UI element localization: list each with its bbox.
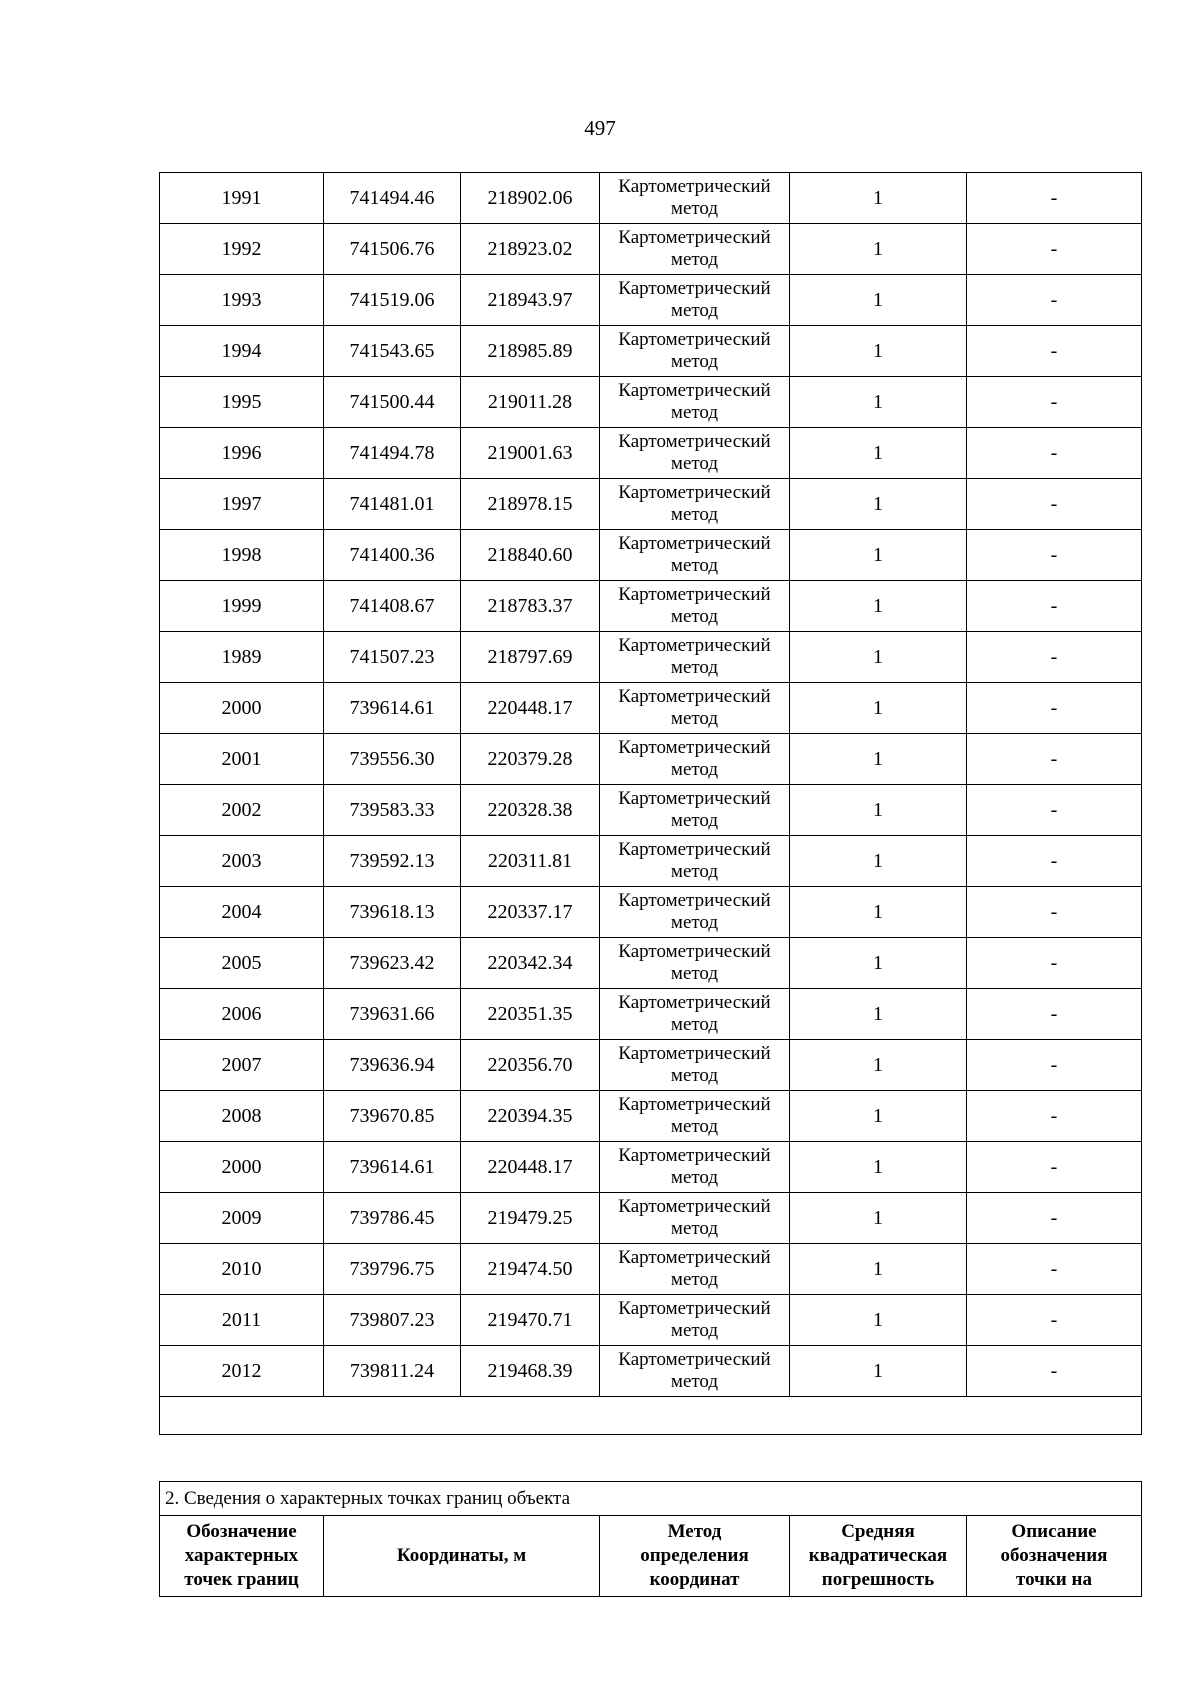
description-cell: - [967,734,1142,785]
description-cell: - [967,1295,1142,1346]
point-cell: 2010 [160,1244,324,1295]
point-cell: 1994 [160,326,324,377]
x-coordinate-cell: 741543.65 [324,326,461,377]
description-cell: - [967,377,1142,428]
method-line: метод [670,912,719,933]
y-coordinate-cell: 218840.60 [461,530,600,581]
error-cell: 1 [790,938,967,989]
method-line: Картометрический [618,380,771,401]
y-coordinate-cell: 218902.06 [461,173,600,224]
x-coordinate-cell: 739614.61 [324,1142,461,1193]
y-coordinate-cell: 218797.69 [461,632,600,683]
method-cell [600,581,790,632]
section2-table [159,1481,1142,1597]
table-row [160,224,1142,275]
error-cell: 1 [790,1040,967,1091]
table-row [160,785,1142,836]
error-cell: 1 [790,1193,967,1244]
empty-row [160,1397,1142,1435]
error-cell: 1 [790,224,967,275]
y-coordinate-cell: 220356.70 [461,1040,600,1091]
method-line: Картометрический [618,737,771,758]
method-cell [600,1091,790,1142]
y-coordinate-cell: 220351.35 [461,989,600,1040]
point-cell: 1993 [160,275,324,326]
table-row [160,581,1142,632]
coordinates-table-body [160,173,1142,1435]
method-line: метод [670,606,719,627]
header-description-line: Описание [1011,1521,1097,1542]
point-cell: 2012 [160,1346,324,1397]
header-error-line: погрешность [821,1569,935,1590]
section2-header-row [160,1516,1142,1597]
description-cell: - [967,1091,1142,1142]
method-line: Картометрический [618,329,771,350]
method-line: Картометрический [618,227,771,248]
description-cell: - [967,1193,1142,1244]
header-error-line: Средняя [841,1521,915,1542]
point-cell: 2002 [160,785,324,836]
error-cell: 1 [790,581,967,632]
error-cell: 1 [790,683,967,734]
table-row [160,1091,1142,1142]
description-cell: - [967,632,1142,683]
description-cell: - [967,275,1142,326]
point-cell: 2011 [160,1295,324,1346]
method-line: Картометрический [618,941,771,962]
table-row [160,836,1142,887]
header-method-line: Метод [667,1521,722,1542]
method-cell [600,1295,790,1346]
method-line: Картометрический [618,431,771,452]
y-coordinate-cell: 219468.39 [461,1346,600,1397]
method-line: Картометрический [618,1298,771,1319]
header-description-line: точки на [1016,1569,1092,1590]
method-cell [600,989,790,1040]
table-row [160,938,1142,989]
y-coordinate-cell: 220342.34 [461,938,600,989]
description-cell: - [967,581,1142,632]
method-cell [600,632,790,683]
method-line: метод [670,963,719,984]
y-coordinate-cell: 220394.35 [461,1091,600,1142]
x-coordinate-cell: 741481.01 [324,479,461,530]
y-coordinate-cell: 219470.71 [461,1295,600,1346]
error-cell: 1 [790,377,967,428]
description-cell: - [967,1040,1142,1091]
point-cell: 2009 [160,1193,324,1244]
point-cell: 2000 [160,1142,324,1193]
method-line: метод [670,300,719,321]
method-cell [600,1142,790,1193]
y-coordinate-cell: 218985.89 [461,326,600,377]
method-line: метод [670,810,719,831]
point-cell: 1991 [160,173,324,224]
method-line: метод [670,1116,719,1137]
method-cell [600,887,790,938]
header-error-line: квадратическая [808,1545,948,1566]
x-coordinate-cell: 739670.85 [324,1091,461,1142]
method-cell [600,377,790,428]
method-line: Картометрический [618,533,771,554]
method-cell [600,836,790,887]
method-line: Картометрический [618,1196,771,1217]
method-line: метод [670,1167,719,1188]
method-line: Картометрический [618,1247,771,1268]
error-cell: 1 [790,275,967,326]
method-line: метод [670,504,719,525]
table-row [160,1295,1142,1346]
description-cell: - [967,887,1142,938]
error-cell: 1 [790,173,967,224]
error-cell: 1 [790,479,967,530]
point-cell: 1989 [160,632,324,683]
empty-cell [160,1397,1142,1435]
method-cell [600,734,790,785]
description-cell: - [967,530,1142,581]
method-cell [600,326,790,377]
header-point-line: точек границ [184,1569,299,1590]
description-cell: - [967,683,1142,734]
point-cell: 2003 [160,836,324,887]
method-line: метод [670,555,719,576]
table-row [160,734,1142,785]
method-cell [600,530,790,581]
method-cell [600,683,790,734]
x-coordinate-cell: 739592.13 [324,836,461,887]
y-coordinate-cell: 218978.15 [461,479,600,530]
method-line: метод [670,1320,719,1341]
table-row [160,1193,1142,1244]
table-row [160,326,1142,377]
y-coordinate-cell: 219479.25 [461,1193,600,1244]
y-coordinate-cell: 218943.97 [461,275,600,326]
method-line: Картометрический [618,278,771,299]
table-row [160,479,1142,530]
table-row [160,632,1142,683]
y-coordinate-cell: 220337.17 [461,887,600,938]
y-coordinate-cell: 220448.17 [461,683,600,734]
x-coordinate-cell: 739796.75 [324,1244,461,1295]
method-line: Картометрический [618,176,771,197]
table-row [160,428,1142,479]
method-line: метод [670,1065,719,1086]
method-line: метод [670,198,719,219]
table-row [160,683,1142,734]
header-coords: Координаты, м [324,1516,600,1597]
header-method [600,1516,790,1597]
error-cell: 1 [790,989,967,1040]
method-line: метод [670,249,719,270]
point-cell: 2008 [160,1091,324,1142]
error-cell: 1 [790,1244,967,1295]
y-coordinate-cell: 220311.81 [461,836,600,887]
x-coordinate-cell: 741494.46 [324,173,461,224]
header-point-line: характерных [184,1545,299,1566]
header-error [790,1516,967,1597]
error-cell: 1 [790,1295,967,1346]
header-method-line: координат [649,1569,740,1590]
method-line: метод [670,657,719,678]
point-cell: 2000 [160,683,324,734]
method-line: Картометрический [618,482,771,503]
table-row [160,887,1142,938]
description-cell: - [967,938,1142,989]
description-cell: - [967,173,1142,224]
x-coordinate-cell: 741507.23 [324,632,461,683]
y-coordinate-cell: 219001.63 [461,428,600,479]
x-coordinate-cell: 741400.36 [324,530,461,581]
error-cell: 1 [790,734,967,785]
coordinates-table [159,172,1142,1435]
point-cell: 2006 [160,989,324,1040]
method-line: Картометрический [618,1094,771,1115]
method-line: метод [670,1218,719,1239]
method-line: Картометрический [618,1043,771,1064]
method-line: Картометрический [618,1145,771,1166]
x-coordinate-cell: 739618.13 [324,887,461,938]
method-line: Картометрический [618,686,771,707]
method-cell [600,479,790,530]
description-cell: - [967,326,1142,377]
error-cell: 1 [790,326,967,377]
method-line: метод [670,1014,719,1035]
table-row [160,377,1142,428]
section2-title: 2. Сведения о характерных точках границ объекта [160,1482,1142,1516]
method-line: Картометрический [618,788,771,809]
point-cell: 2001 [160,734,324,785]
point-cell: 1996 [160,428,324,479]
method-cell [600,1040,790,1091]
method-line: Картометрический [618,992,771,1013]
error-cell: 1 [790,530,967,581]
table-row [160,1040,1142,1091]
header-method-line: определения [640,1545,749,1566]
point-cell: 1999 [160,581,324,632]
method-line: метод [670,1269,719,1290]
description-cell: - [967,428,1142,479]
table-row [160,275,1142,326]
method-line: Картометрический [618,584,771,605]
x-coordinate-cell: 741506.76 [324,224,461,275]
x-coordinate-cell: 739631.66 [324,989,461,1040]
method-line: метод [670,351,719,372]
y-coordinate-cell: 220448.17 [461,1142,600,1193]
method-cell [600,785,790,836]
x-coordinate-cell: 741519.06 [324,275,461,326]
x-coordinate-cell: 739811.24 [324,1346,461,1397]
error-cell: 1 [790,785,967,836]
method-cell [600,224,790,275]
method-cell [600,428,790,479]
table-row [160,530,1142,581]
method-cell [600,938,790,989]
y-coordinate-cell: 220379.28 [461,734,600,785]
header-point-line: Обозначение [186,1521,297,1542]
point-cell: 1992 [160,224,324,275]
description-cell: - [967,1244,1142,1295]
section2-title-row [160,1482,1142,1516]
point-cell: 2004 [160,887,324,938]
table-row [160,173,1142,224]
point-cell: 1995 [160,377,324,428]
y-coordinate-cell: 219474.50 [461,1244,600,1295]
page-number: 497 [584,116,616,140]
y-coordinate-cell: 218783.37 [461,581,600,632]
description-cell: - [967,1346,1142,1397]
description-cell: - [967,224,1142,275]
x-coordinate-cell: 739807.23 [324,1295,461,1346]
method-cell [600,173,790,224]
description-cell: - [967,989,1142,1040]
method-line: Картометрический [618,635,771,656]
header-point [160,1516,324,1597]
point-cell: 2007 [160,1040,324,1091]
description-cell: - [967,785,1142,836]
x-coordinate-cell: 741408.67 [324,581,461,632]
method-line: Картометрический [618,839,771,860]
method-cell [600,1346,790,1397]
point-cell: 1998 [160,530,324,581]
method-line: метод [670,759,719,780]
description-cell: - [967,836,1142,887]
y-coordinate-cell: 219011.28 [461,377,600,428]
method-line: метод [670,453,719,474]
x-coordinate-cell: 741500.44 [324,377,461,428]
method-line: Картометрический [618,1349,771,1370]
x-coordinate-cell: 739556.30 [324,734,461,785]
y-coordinate-cell: 218923.02 [461,224,600,275]
error-cell: 1 [790,887,967,938]
x-coordinate-cell: 739623.42 [324,938,461,989]
table-row [160,1244,1142,1295]
description-cell: - [967,479,1142,530]
x-coordinate-cell: 739614.61 [324,683,461,734]
method-line: метод [670,1371,719,1392]
method-line: метод [670,861,719,882]
error-cell: 1 [790,1142,967,1193]
header-description-line: обозначения [1000,1545,1108,1566]
x-coordinate-cell: 741494.78 [324,428,461,479]
table-row [160,1346,1142,1397]
method-cell [600,1193,790,1244]
x-coordinate-cell: 739583.33 [324,785,461,836]
x-coordinate-cell: 739786.45 [324,1193,461,1244]
error-cell: 1 [790,836,967,887]
method-line: Картометрический [618,890,771,911]
error-cell: 1 [790,1091,967,1142]
method-line: метод [670,708,719,729]
description-cell: - [967,1142,1142,1193]
method-line: метод [670,402,719,423]
error-cell: 1 [790,1346,967,1397]
error-cell: 1 [790,632,967,683]
method-cell [600,275,790,326]
x-coordinate-cell: 739636.94 [324,1040,461,1091]
point-cell: 1997 [160,479,324,530]
header-description [967,1516,1142,1597]
table-row [160,989,1142,1040]
y-coordinate-cell: 220328.38 [461,785,600,836]
point-cell: 2005 [160,938,324,989]
table-row [160,1142,1142,1193]
error-cell: 1 [790,428,967,479]
method-cell [600,1244,790,1295]
